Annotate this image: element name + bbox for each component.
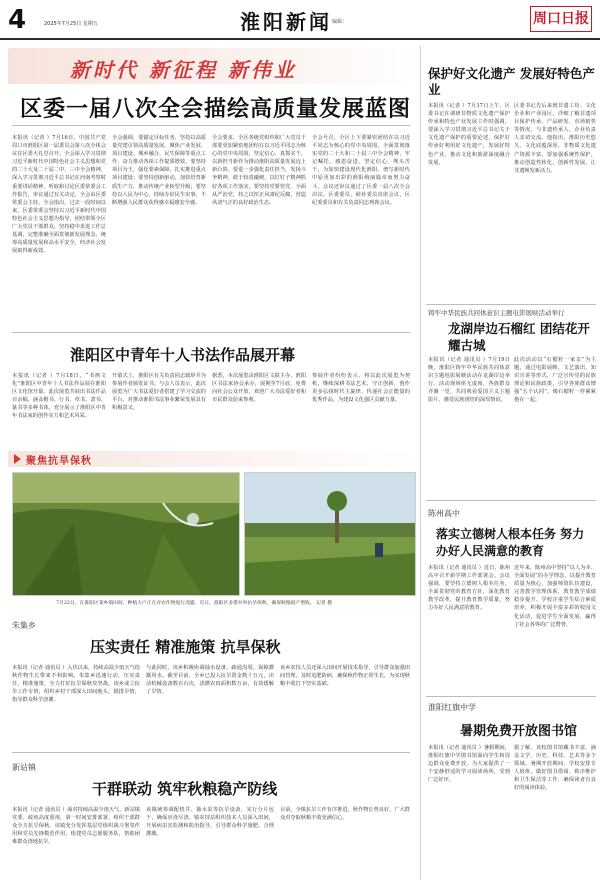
- dateline-zhuji: 朱集乡: [12, 621, 36, 630]
- focus-divider: [12, 752, 410, 753]
- field-photo-left-image: [13, 473, 240, 596]
- library-column-1: 本报讯（记者 通讯员 ）暑假期间，淮阳红旗中学图书馆面向学生和周边群众免费开放，为大家提供了一个安静舒适的学习阅读场所，受到广泛好评。: [428, 745, 510, 784]
- lead-column-3: 全会要求，全区各级党组织和广大党员干部要更加紧密地团结在以习近平同志为核心的党中央周围，坚定信心、真抓实干，以新担当新作为推动淮阳高质量发展迈上新台阶。要进一步强化责任担当，发扬斗争精神，敢于较真碰硬，以钉钉子精神抓好各项工作落实。要坚持党要管党、全面从严治党，持之以恒正风肃纪反腐，营造风清气正的良好政治生态。: [212, 135, 306, 206]
- column-divider: [420, 46, 421, 880]
- issue-date: 2025年7月25日 星期五: [44, 21, 98, 27]
- drought-headline-2: 干群联动 筑牢秋粮稳产防线: [92, 780, 278, 798]
- film-kicker: 铸牢中华民族共同体意识主题电影展映活动举行: [428, 309, 565, 317]
- film-column-1: 本报讯（记者 通讯员 ）7月19日晚，淮阳区铸牢中华民族共同体意识主题电影展映活动在龙湖岸边举行。活动现场座无虚席，各族群众齐聚一堂，共同观看爱国主义主题影片，感受民族团结的深厚情谊。: [428, 357, 510, 404]
- school-column-1: 本报讯（记者 通讯员 ）近日，陈州高中召开新学期工作部署会。会议强调，要坚持立德树人根本任务，全面贯彻党的教育方针，深化教育教学改革，提升教育教学质量，努力办好人民满意的教育。: [428, 565, 510, 612]
- dateline-chenzhou: 陈州高中: [428, 509, 460, 518]
- drought-headline-1: 压实责任 精准施策 抗旱保秋: [90, 638, 281, 656]
- calligraphy-column-4: 参展作者纷纷表示，将以此次展览为契机，继续深耕书法艺术，守正创新，创作更多弘扬时代主旋律、传递社会正能量的优秀作品，为建设文化强区贡献力量。: [312, 373, 410, 404]
- school-column-2: 近年来，陈州高中坚持“以人为本、全面发展”的办学理念，以提升教育质量为核心，加强师资队伍建设，完善教学管理体系，教育教学成绩稳步提升。学校注重学生综合素质培养，积极开展丰富多彩的校园文化活动，促进学生全面发展，赢得了社会各界的广泛赞誉。: [514, 565, 596, 628]
- drought-1-column-2: 与此同时，该乡积极协调抽水设备，疏通沟渠，保障灌溉用水。截至目前，全乡已投入抗旱资金数十万元，出动机械设备数百台次，浇灌农田面积数万亩，有效缓解了旱情。: [146, 665, 274, 696]
- section-divider: [12, 332, 410, 333]
- calligraphy-column-1: 本报讯（记者 ）7月18日，“书画文化”淮阳区中青年十人书法作品展在淮阳区文化馆开幕。此次展览共展出书法作品百余幅，涵盖楷书、行书、草书、隶书、篆书等多种书体，充分展示了淮阳区中青年书法家的创作实力和艺术风采。: [12, 373, 106, 420]
- calligraphy-column-3: 据悉，本次展览由淮阳区文联主办，淮阳区书法家协会承办，展期至7月底，免费向社会公众开放，欢迎广大书法爱好者和市民群众前来参观。: [212, 373, 306, 404]
- calligraphy-column-2: 开幕式上，淮阳区有关负责同志致辞并为参展作者颁发证书。与会人员表示，此次展览为广大书法爱好者搭建了学习交流的平台，对推动淮阳书法事业繁荣发展具有积极意义。: [112, 373, 206, 412]
- editor-meta: 编辑：: [332, 19, 348, 25]
- school-headline: 落实立德树人根本任务 努力办好人民满意的教育: [436, 527, 585, 558]
- drought-2-column-1: 本报讯（记者 通讯员 ）面对持续高温少雨天气，新站镇党委、政府高度重视，第一时间安排部署，组织干部群众全力抗旱保秋。该镇充分发挥基层党组织战斗堡垒作用和党员先锋模范作用，组建党员志愿服务队，帮助困难群众浇地抗旱。: [12, 807, 140, 846]
- right-divider-1: [426, 304, 596, 305]
- drought-1-column-1: 本报讯（记者 通讯员 ）入伏以来，持续高温少雨天气给秋作物生长带来不利影响。朱集乡迅速行动，压实责任，精准施策，全力打好抗旱保秋攻坚战。该乡成立抗旱工作专班，组织乡村干部深入田间地头，摸排旱情，指导群众科学浇灌。: [12, 665, 140, 704]
- page-number: 4: [8, 5, 27, 35]
- drought-2-column-3: 目前，全镇抗旱工作有序推进，秋作物长势良好，广大群众对夺取秋粮丰收充满信心。: [280, 807, 410, 822]
- library-headline: 暑期免费开放图书馆: [460, 724, 578, 739]
- dateline-xinzhan: 新站镇: [12, 763, 36, 772]
- field-photo-left: [12, 472, 240, 596]
- heritage-headline: 保护好文化遗产 发展好特色产业: [428, 66, 595, 97]
- right-divider-3: [426, 696, 596, 697]
- newspaper-logo: 周口日报: [530, 6, 592, 32]
- lead-column-2: 全会强调，要锚定目标任务，坚持以高质量党建引领高质量发展，聚焦产业发展、项目建设、城乡融合、民生保障等重点工作，奋力推动各项工作提质增效。要坚持项目为王，强化要素保障，扎实推进重点项目建设；要坚持创新驱动，加快培育新质生产力，推动传统产业转型升级；要坚持以人民为中心，持续办好民生实事，不断增强人民群众获得感幸福感安全感。: [112, 135, 206, 206]
- lead-column-4: 全会号召，全区上下要紧密团结在以习近平同志为核心的党中央周围，全面贯彻落实党的二十大和二十届三中全会精神，牢记嘱托、感恩奋进，坚定信心、埋头苦干，为加快建设现代化淮阳、谱写新时代中原更加出彩的淮阳绚丽篇章而努力奋斗。会议还审议通过了区委一届八次全会决议。区委委员、候补委员出席会议，区纪委委员和有关负责同志列席会议。: [312, 135, 410, 206]
- lead-rule: [12, 125, 410, 126]
- heritage-column-1: 本报讯（记者 ）7月17日上午，区委书记在调研非物质文化遗产保护传承和特色产业发展工作时强调，要深入学习贯彻习近平总书记关于文化遗产保护的重要论述，保护好传承好利用好文化遗产，发展好特色产业，推动文化和旅游深度融合发展。: [428, 103, 510, 166]
- right-divider-2: [426, 500, 596, 501]
- calligraphy-headline: 淮阳区中青年十人书法作品展开幕: [70, 346, 296, 364]
- library-column-2: 据了解，该校图书馆藏书丰富，涵盖文学、历史、科技、艺术等多个领域。暑期开放期间，学校安排专人值班，做好图书借阅、秩序维护和卫生保洁等工作，确保读者有良好的阅读体验。: [514, 745, 596, 792]
- focus-section-label: 聚焦抗旱保秋: [26, 456, 92, 467]
- field-photo-right: [244, 472, 416, 596]
- heritage-column-2: 区委书记先后来到非遗工坊、文化企业和产业园区，详细了解非遗项目保护传承、产品研发、市场销售等情况，与非遗传承人、企业负责人亲切交流。他指出，淮阳历史悠久、文化底蕴深厚，非物质文化遗产资源丰富，要加强系统性保护，推动创造性转化、创新性发展，让非遗焕发新活力。: [514, 103, 596, 174]
- lead-headline: 区委一届八次全会描绘高质量发展蓝图: [20, 96, 412, 122]
- lead-column-1: 本报讯（记者 ）7月16日，中国共产党周口市淮阳区第一届委员会第八次全体会议在区委大礼堂召开。全会深入学习贯彻习近平新时代中国特色社会主义思想和党的二十大及二十届二中、三中全会精神，深入学习贯彻习近平总书记在河南考察时重要讲话精神，听取和讨论区委常委会工作报告，审议通过有关决定。全会由区委常委会主持。全会指出，过去一段时间以来，区委常委会坚持以习近平新时代中国特色社会主义思想为指导，团结带领全区广大党员干部群众，坚持稳中求进工作总基调，完整准确全面贯彻新发展理念，统筹高质量发展和高水平安全，经济社会发展取得新成效。: [12, 135, 106, 255]
- film-column-2: 此次活动以“石榴籽一家亲”为主题，通过电影展映、文艺演出、知识宣讲等形式，广泛宣传党的民族理论和民族政策，引导各族群众增强“五个认同”，像石榴籽一样紧紧抱在一起。: [514, 357, 596, 404]
- dateline-hongqi: 淮阳红旗中学: [428, 703, 476, 712]
- drought-2-column-2: 该镇统筹调配机井、抽水泵等抗旱设备，实行分片包干，确保应浇尽浇。镇农技站组织技术人员深入田间，开展病虫害监测和防治指导，引导群众科学施肥、合理灌溉。: [146, 807, 274, 838]
- drought-1-column-3: 该乡农技人员还深入田间开展技术指导，引导群众加强田间管理，及时追肥防病，确保秋作物正常生长，为实现秋粮丰收打下坚实基础。: [280, 665, 410, 688]
- field-photo-right-image: [245, 473, 416, 596]
- section-title: 淮阳新闻: [240, 10, 332, 34]
- slogan-text: 新时代 新征程 新伟业: [70, 58, 297, 82]
- film-headline: 龙湖岸边石榴红 团结花开耀古城: [448, 321, 590, 353]
- section-marker-icon: [14, 454, 21, 464]
- photo-caption: 7月22日，在淮阳区某乡镇田间，种植大户正在对农作物进行浇灌。近日，淮阳区多措并举抗旱保秋，确保秋粮稳产增收。 记者 摄: [56, 601, 333, 606]
